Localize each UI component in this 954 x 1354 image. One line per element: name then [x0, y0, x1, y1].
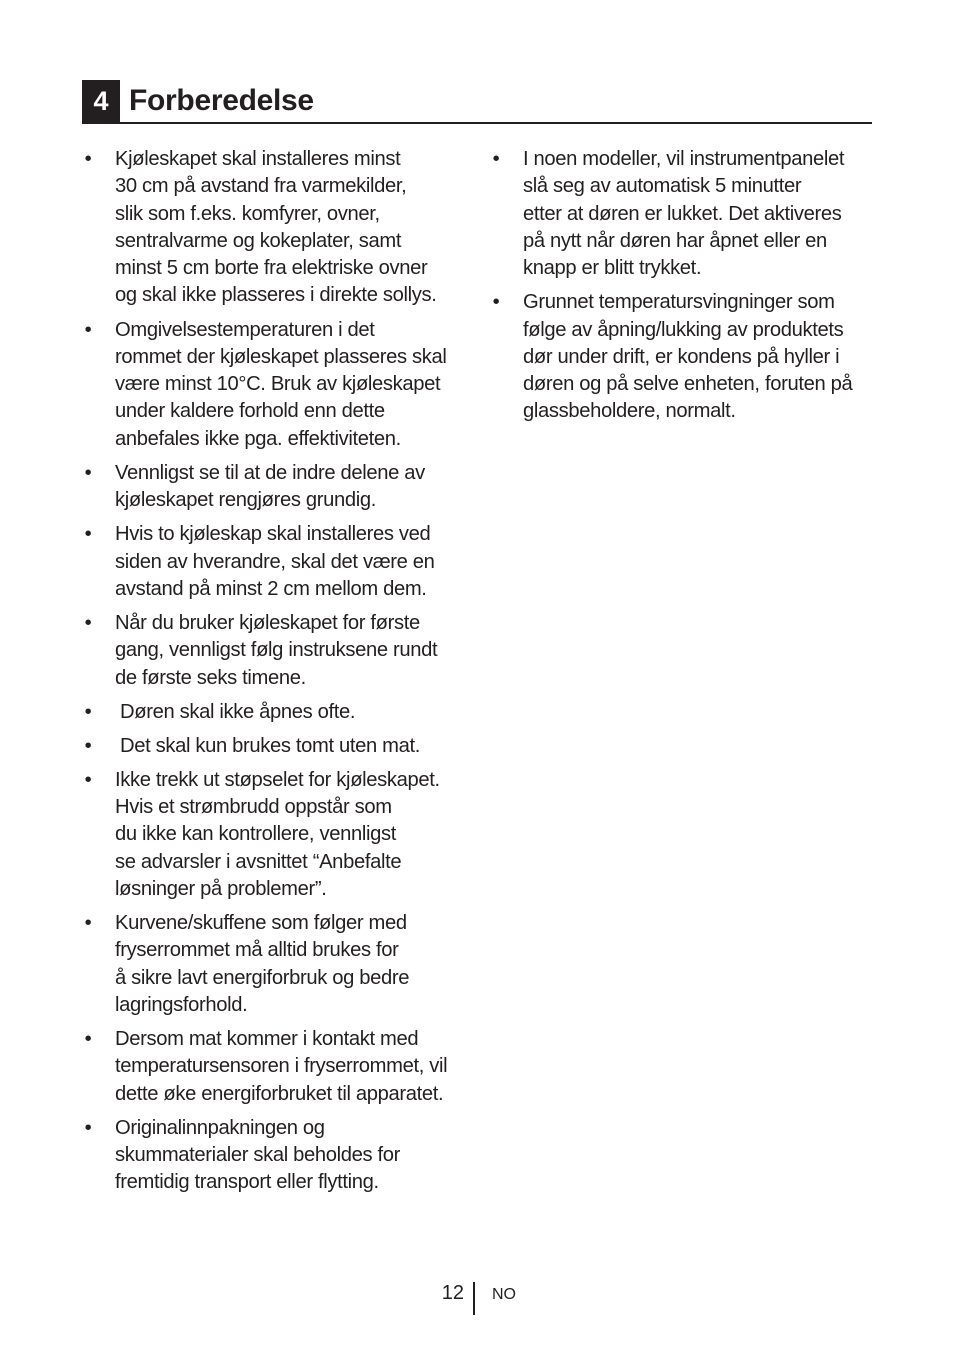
list-item: [82, 733, 468, 760]
list-item-text: Dersom mat kommer i kontakt med temperatursensoren i fryserrommet, vil dette øke energiforbruket til apparatet.: [115, 1028, 448, 1105]
list-item-text: Omgivelsestemperaturen i det rommet der kjøleskapet plasseres skal være minst 10°C. Bruk av kjøleskapet under kaldere forhold enn dette anbefales ikke pga. effektiviteten.: [115, 318, 447, 450]
bullet-icon: •: [84, 148, 92, 170]
bullet-icon: •: [84, 461, 92, 484]
page-number: 12: [441, 1282, 464, 1304]
section-title: Forberedelse: [129, 84, 314, 117]
list-item: [82, 699, 468, 726]
list-item-text: Døren skal ikke åpnes ofte.: [120, 700, 356, 723]
bullet-icon: •: [84, 768, 92, 791]
list-item: [490, 146, 876, 282]
bullet-icon: •: [84, 1116, 92, 1139]
bullet-icon: •: [84, 1028, 92, 1051]
bullet-icon: •: [84, 318, 92, 341]
list-item-text: Kjøleskapet skal installeres minst 30 cm på avstand fra varmekilder, slik som f.eks. komfyrer, ovner, sentralvarme og kokeplater, samt minst 5 cm borte fra elektriske ovner og skal ikke plasseres i direkte sollys.: [115, 148, 437, 307]
bullet-icon: •: [492, 291, 500, 314]
left-column-list: [82, 146, 468, 1203]
list-item-text: Når du bruker kjøleskapet for første gang, vennligst følg instruksene rundt de første seks timene.: [115, 611, 438, 689]
list-item-text: Hvis to kjøleskap skal installeres ved siden av hverandre, skal det være en avstand på minst 2 cm mellom dem.: [115, 523, 435, 600]
list-item: [82, 1115, 468, 1197]
list-item: [82, 521, 468, 603]
right-column-list: [490, 146, 876, 433]
list-item: [82, 767, 468, 903]
list-item: [490, 289, 876, 425]
list-item-text: Vennligst se til at de indre delene av kjøleskapet rengjøres grundig.: [115, 461, 425, 512]
bullet-icon: •: [84, 734, 92, 757]
list-item-text: Kurvene/skuffene som følger med fryserrommet må alltid brukes for å sikre lavt energiforbruk og bedre lagringsforhold.: [115, 912, 410, 1016]
list-item-text: Ikke trekk ut støpselet for kjøleskapet. Hvis et strømbrudd oppstår som du ikke kan kontrollere, vennligst se advarsler i avsnittet “Anbefalte løsninger på problemer”.: [115, 768, 440, 900]
list-item: [82, 146, 468, 310]
section-header: [82, 80, 872, 124]
list-item-text: Grunnet temperatursvingninger som følge av åpning/lukking av produktets dør under drift, er kondens på hyller i døren og på selve enheten, foruten på glassbeholdere, normalt.: [523, 291, 853, 423]
list-item: [82, 317, 468, 453]
bullet-icon: •: [84, 700, 92, 723]
language-code: NO: [492, 1286, 516, 1303]
list-item: [82, 1026, 468, 1108]
list-item-text: Det skal kun brukes tomt uten mat.: [120, 734, 421, 757]
bullet-icon: •: [84, 611, 92, 634]
section-number-badge: 4: [82, 80, 120, 122]
list-item: [82, 910, 468, 1019]
bullet-icon: •: [492, 148, 500, 170]
list-item-text: I noen modeller, vil instrumentpanelet slå seg av automatisk 5 minutter etter at døren er lukket. Det aktiveres på nytt når døren har åpnet eller en knapp er blitt trykket.: [523, 148, 845, 280]
list-item-text: Originalinnpakningen og skummaterialer skal beholdes for fremtidig transport eller flytting.: [115, 1116, 401, 1194]
bullet-icon: •: [84, 523, 92, 546]
list-item: [82, 460, 468, 515]
list-item: [82, 610, 468, 692]
footer-divider: [473, 1282, 475, 1315]
bullet-icon: •: [84, 912, 92, 935]
